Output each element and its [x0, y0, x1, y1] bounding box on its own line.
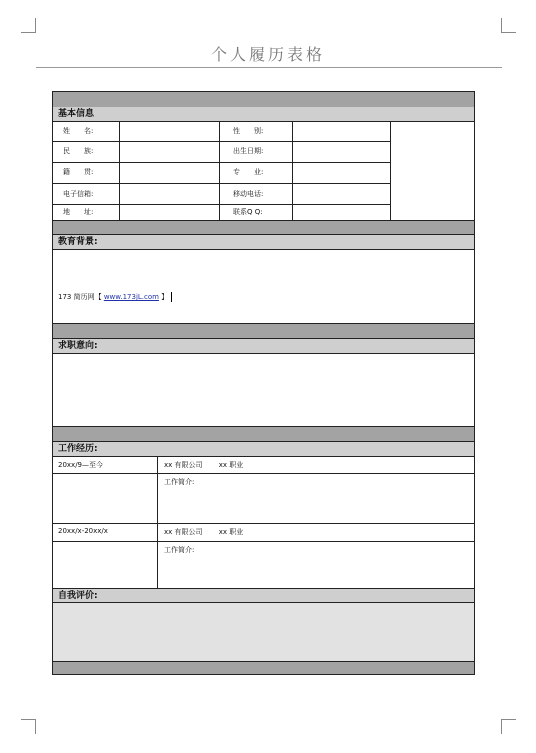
company-name: xx 有限公司 — [164, 528, 203, 536]
work-period: 20xx/9—至今 — [58, 461, 104, 469]
crop-mark-top-right — [501, 18, 516, 33]
work-heading: 工作经历: — [53, 442, 474, 456]
ethnicity-label: 民 族: — [63, 147, 94, 155]
crop-mark-top-left — [21, 18, 36, 33]
work-intro-label: 工作简介: — [164, 478, 195, 486]
mobile-field[interactable] — [293, 184, 389, 203]
job-intent-content[interactable] — [53, 354, 474, 426]
birthdate-field[interactable] — [293, 142, 389, 161]
education-note: 173 简历网【 www.173jL.com 】 — [58, 292, 172, 302]
birthdate-label: 出生日期: — [233, 147, 264, 155]
position-name: xx 职业 — [218, 528, 244, 536]
crop-mark-bottom-left — [21, 719, 36, 734]
self-eval-heading: 自我评价: — [53, 589, 474, 602]
work-intro-field[interactable] — [158, 542, 474, 588]
ethnicity-field[interactable] — [120, 142, 218, 161]
gender-field[interactable] — [293, 122, 389, 140]
qq-field[interactable] — [293, 205, 389, 219]
page-title: 个人履历表格 — [210, 45, 325, 64]
work-period: 20xx/x-20xx/x — [58, 527, 108, 535]
qq-label: 联系Q Q: — [233, 208, 263, 216]
crop-mark-bottom-right — [501, 719, 516, 734]
work-intro-label: 工作简介: — [164, 546, 195, 554]
separator-bar — [53, 324, 474, 338]
top-bar — [53, 92, 474, 107]
position-name: xx 职业 — [218, 461, 244, 469]
self-eval-content[interactable] — [53, 603, 474, 661]
name-label: 姓 名: — [63, 127, 94, 135]
work-intro-field[interactable] — [158, 474, 474, 523]
address-field[interactable] — [120, 205, 218, 219]
gender-label: 性 别: — [233, 127, 264, 135]
education-content[interactable] — [53, 250, 474, 323]
basic-info-heading: 基本信息 — [53, 107, 474, 121]
education-heading: 教育背景: — [53, 235, 474, 249]
job-intent-heading: 求职意向: — [53, 339, 474, 353]
title-divider — [36, 67, 502, 68]
email-label: 电子信箱: — [63, 190, 94, 198]
company-name: xx 有限公司 — [164, 461, 203, 469]
major-label: 专 业: — [233, 168, 264, 176]
origin-label: 籍 贯: — [63, 168, 94, 176]
work-company-row — [164, 527, 243, 537]
work-company-row — [164, 460, 243, 470]
bottom-bar — [53, 662, 474, 674]
address-label: 地 址: — [63, 208, 94, 216]
major-field[interactable] — [293, 163, 389, 182]
separator-bar — [53, 427, 474, 441]
photo-cell[interactable] — [391, 122, 474, 219]
resume-form — [52, 91, 475, 675]
origin-field[interactable] — [120, 163, 218, 182]
text-cursor — [171, 292, 172, 302]
email-field[interactable] — [120, 184, 218, 203]
mobile-label: 移动电话: — [233, 190, 264, 198]
website-link[interactable]: www.173jL.com — [103, 293, 159, 301]
separator-bar — [53, 221, 474, 234]
name-field[interactable] — [120, 122, 218, 140]
